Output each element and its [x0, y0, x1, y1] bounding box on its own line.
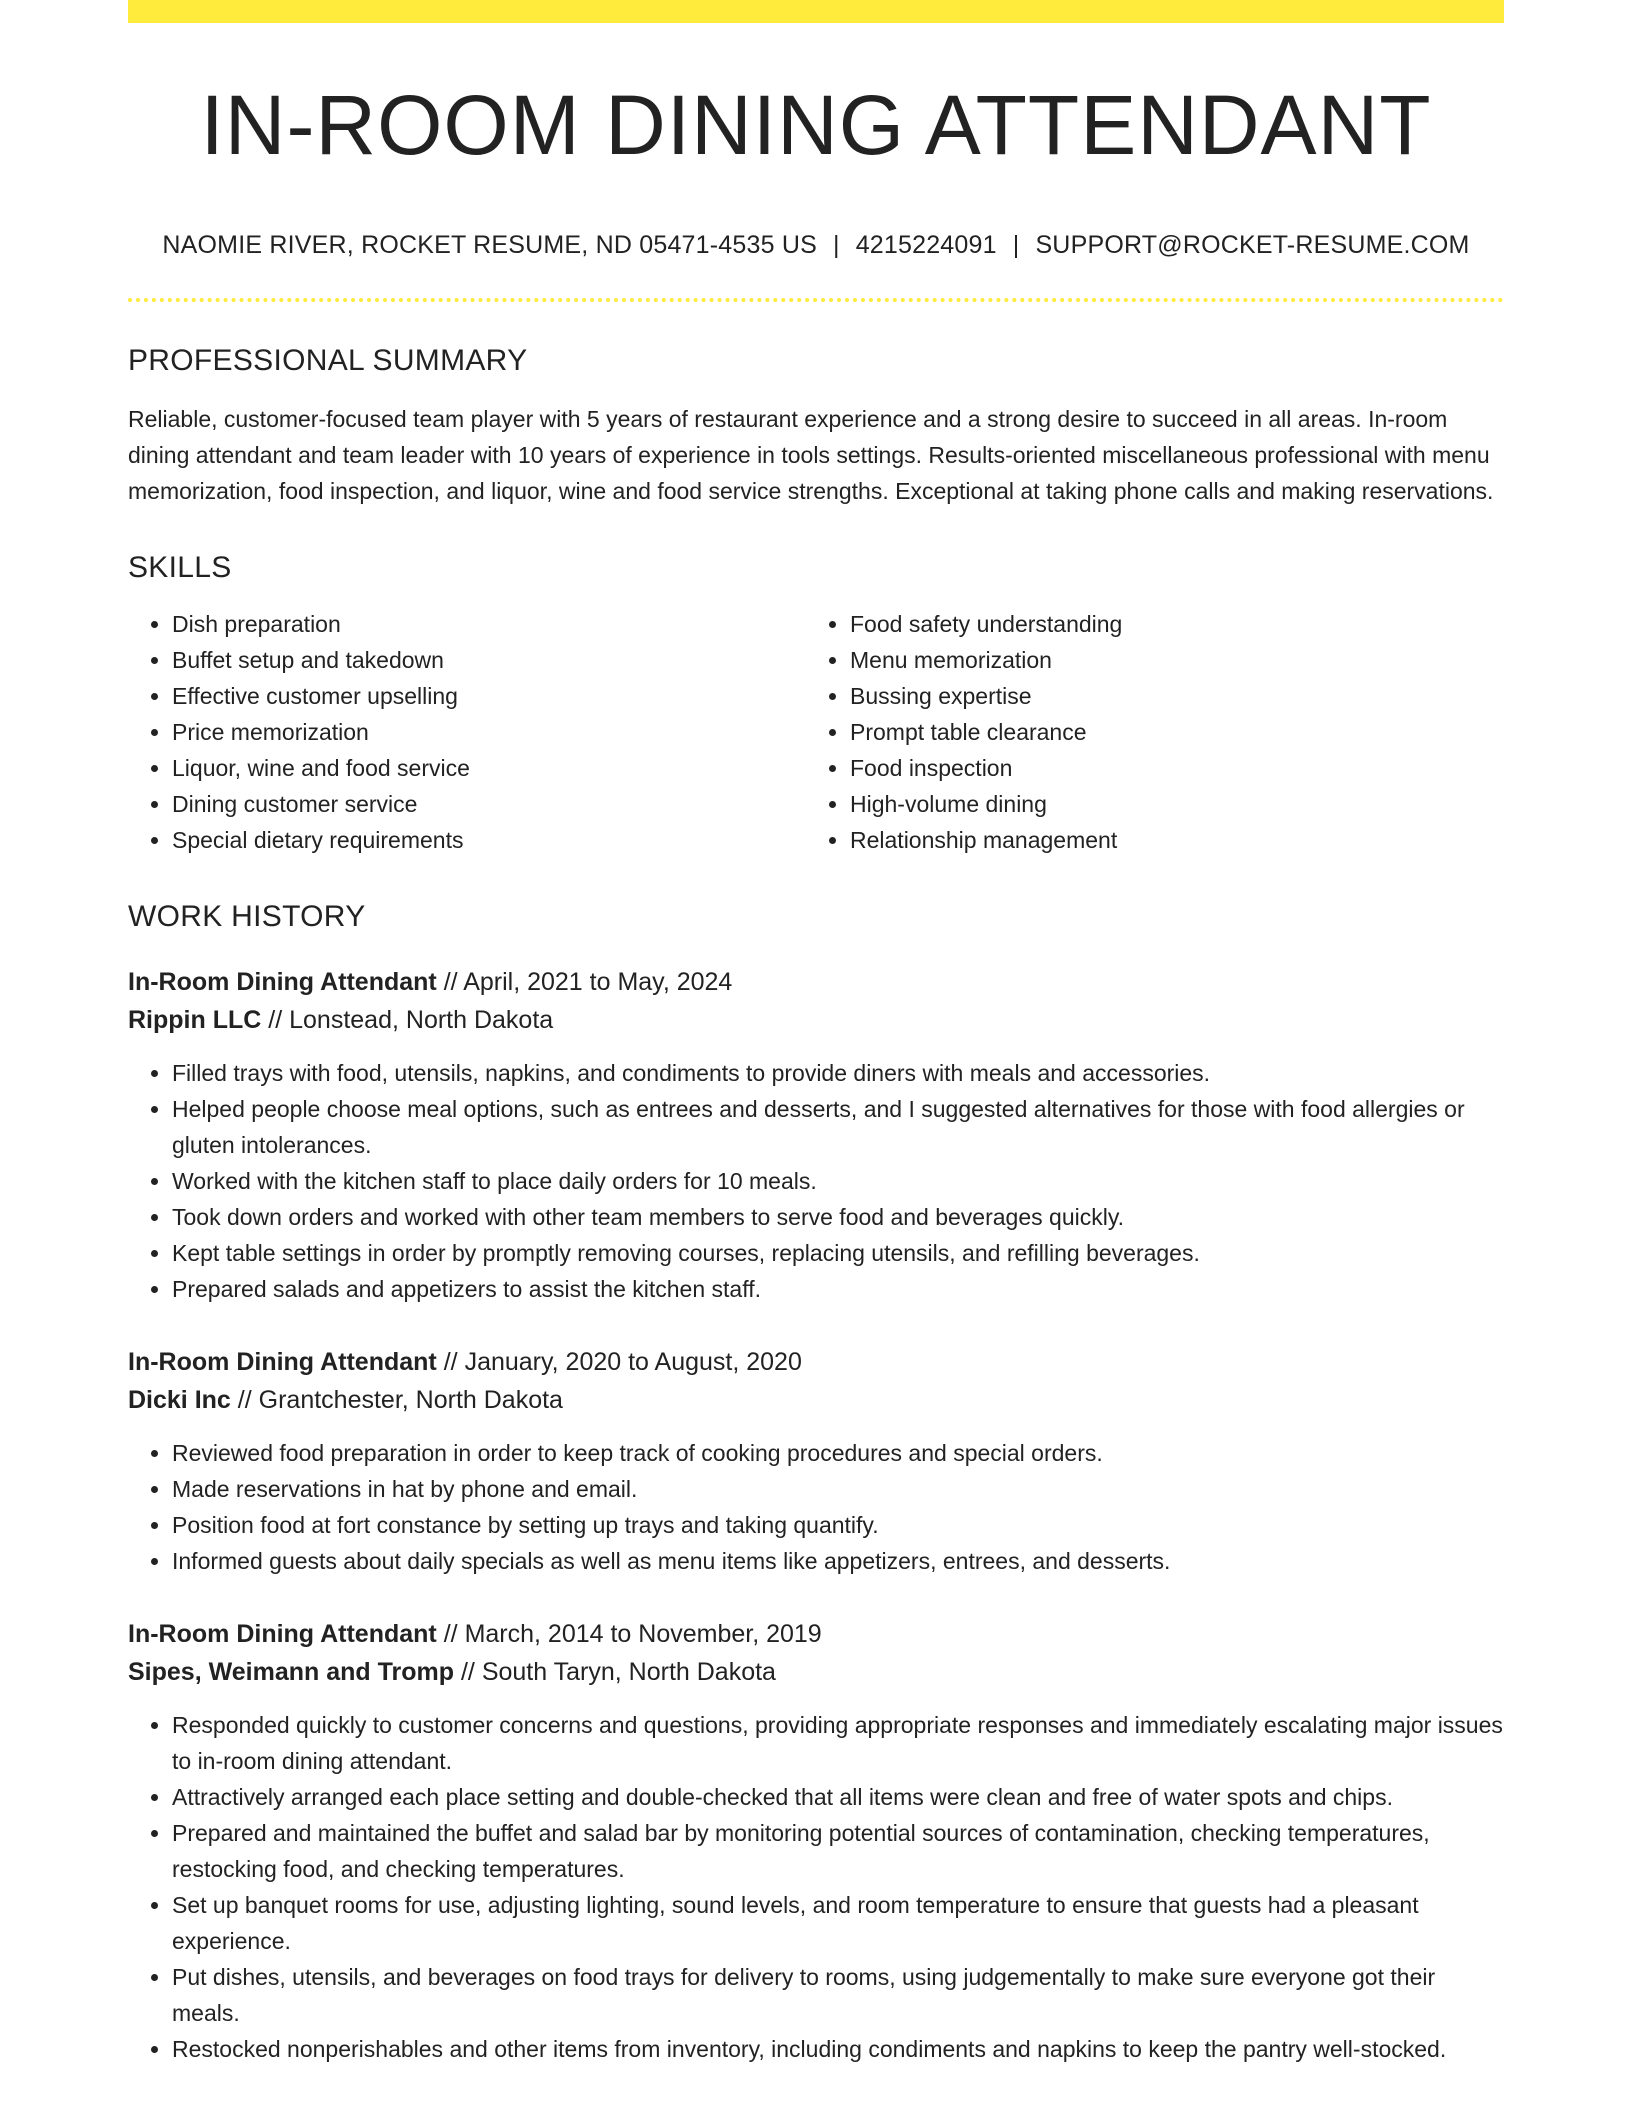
job-location: Grantchester, North Dakota: [258, 1386, 563, 1414]
skill-item: • Special dietary requirements: [172, 822, 806, 858]
job-dates: January, 2020 to August, 2020: [464, 1348, 802, 1376]
job-location: Lonstead, North Dakota: [289, 1006, 554, 1034]
work-history-heading: WORK HISTORY: [128, 900, 366, 933]
job-company: Rippin LLC: [128, 1006, 262, 1034]
job-separator: //: [268, 1006, 283, 1034]
job-separator: //: [460, 1658, 475, 1686]
job-bullet: • Set up banquet rooms for use, adjusting lighting, sound levels, and room temperature to ensure that guests had a pleasant experience.: [172, 1887, 1504, 1959]
job-location: South Taryn, North Dakota: [481, 1658, 776, 1686]
skills-heading: SKILLS: [128, 551, 232, 584]
top-accent-bar: [128, 0, 1504, 23]
job-separator: //: [443, 1348, 458, 1376]
skill-item: • Buffet setup and takedown: [172, 642, 806, 678]
job-bullet: • Position food at fort constance by setting up trays and taking quantify.: [172, 1507, 1504, 1543]
job-bullets: [128, 1055, 1504, 1307]
job-bullet: • Took down orders and worked with other team members to serve food and beverages quickly.: [172, 1199, 1504, 1235]
work-history-list: [128, 963, 1504, 2067]
job-bullets: [128, 1435, 1504, 1579]
job-separator: //: [237, 1386, 252, 1414]
contact-separator: |: [832, 231, 840, 259]
job-bullet: • Kept table settings in order by promptly removing courses, replacing utensils, and refilling beverages.: [172, 1235, 1504, 1271]
skill-item: • Relationship management: [850, 822, 1484, 858]
job-company-line: [128, 1381, 1504, 1419]
job-bullet: • Prepared salads and appetizers to assist the kitchen staff.: [172, 1271, 1504, 1307]
job-title: In-Room Dining Attendant: [128, 1348, 437, 1376]
job-bullet: • Attractively arranged each place setting and double-checked that all items were clean and free of water spots and chips.: [172, 1779, 1504, 1815]
skill-item: • Bussing expertise: [850, 678, 1484, 714]
job-company: Sipes, Weimann and Tromp: [128, 1658, 454, 1686]
job-dates: April, 2021 to May, 2024: [463, 968, 733, 996]
job-bullet: • Made reservations in hat by phone and email.: [172, 1471, 1504, 1507]
skill-item: • High-volume dining: [850, 786, 1484, 822]
contact-email: SUPPORT@ROCKET-RESUME.COM: [1035, 231, 1470, 259]
job-title-line: [128, 1343, 1504, 1381]
job-bullet: • Prepared and maintained the buffet and salad bar by monitoring potential sources of contamination, checking temperatures, restocking food, and checking temperatures.: [172, 1815, 1504, 1887]
job-bullet: • Put dishes, utensils, and beverages on food trays for delivery to rooms, using judgementally to make sure everyone got their meals.: [172, 1959, 1504, 2031]
skill-item: • Dining customer service: [172, 786, 806, 822]
job-entry: [128, 963, 1504, 1307]
job-company: Dicki Inc: [128, 1386, 231, 1414]
resume-title: IN-ROOM DINING ATTENDANT: [200, 78, 1432, 172]
skill-item: • Effective customer upselling: [172, 678, 806, 714]
skill-item: • Food safety understanding: [850, 606, 1484, 642]
contact-phone: 4215224091: [855, 231, 997, 259]
job-title: In-Room Dining Attendant: [128, 968, 437, 996]
job-bullet: • Informed guests about daily specials as well as menu items like appetizers, entrees, and desserts.: [172, 1543, 1504, 1579]
job-bullet: • Worked with the kitchen staff to place daily orders for 10 meals.: [172, 1163, 1504, 1199]
job-company-line: [128, 1653, 1504, 1691]
skill-item: • Dish preparation: [172, 606, 806, 642]
skills-list-right: [806, 606, 1484, 858]
skill-item: • Price memorization: [172, 714, 806, 750]
job-entry: [128, 1343, 1504, 1579]
skill-item: • Liquor, wine and food service: [172, 750, 806, 786]
skill-item: • Food inspection: [850, 750, 1484, 786]
job-separator: //: [443, 968, 458, 996]
dotted-divider: [128, 298, 1504, 302]
job-entry: [128, 1615, 1504, 2067]
job-bullets: [128, 1707, 1504, 2067]
job-dates: March, 2014 to November, 2019: [464, 1620, 822, 1648]
summary-text: Reliable, customer-focused team player with 5 years of restaurant experience and a strong desire to succeed in all areas. In-room dining attendant and team leader with 10 years of experience in tools settings. Results-oriented miscellaneous professional with menu memorization, food inspection, and liquor, wine and food service strengths. Exceptional at taking phone calls and making reservations.: [128, 406, 1494, 504]
job-bullet: • Helped people choose meal options, such as entrees and desserts, and I suggested alternatives for those with food allergies or gluten intolerances.: [172, 1091, 1504, 1163]
skill-item: • Prompt table clearance: [850, 714, 1484, 750]
job-bullet: • Restocked nonperishables and other items from inventory, including condiments and napkins to keep the pantry well-stocked.: [172, 2031, 1504, 2067]
skills-columns: [128, 606, 1504, 858]
job-bullet: • Reviewed food preparation in order to keep track of cooking procedures and special orders.: [172, 1435, 1504, 1471]
job-bullet: • Responded quickly to customer concerns and questions, providing appropriate responses and immediately escalating major issues to in-room dining attendant.: [172, 1707, 1504, 1779]
job-company-line: [128, 1001, 1504, 1039]
job-title-line: [128, 963, 1504, 1001]
job-separator: //: [443, 1620, 458, 1648]
resume-page: [128, 0, 1504, 2067]
job-title-line: [128, 1615, 1504, 1653]
contact-separator: |: [1012, 231, 1020, 259]
skills-list-left: [128, 606, 806, 858]
contact-line: [128, 231, 1504, 260]
job-bullet: • Filled trays with food, utensils, napkins, and condiments to provide diners with meals and accessories.: [172, 1055, 1504, 1091]
job-title: In-Room Dining Attendant: [128, 1620, 437, 1648]
skill-item: • Menu memorization: [850, 642, 1484, 678]
summary-heading: PROFESSIONAL SUMMARY: [128, 344, 528, 377]
contact-address: NAOMIE RIVER, ROCKET RESUME, ND 05471-4535 US: [162, 231, 817, 259]
